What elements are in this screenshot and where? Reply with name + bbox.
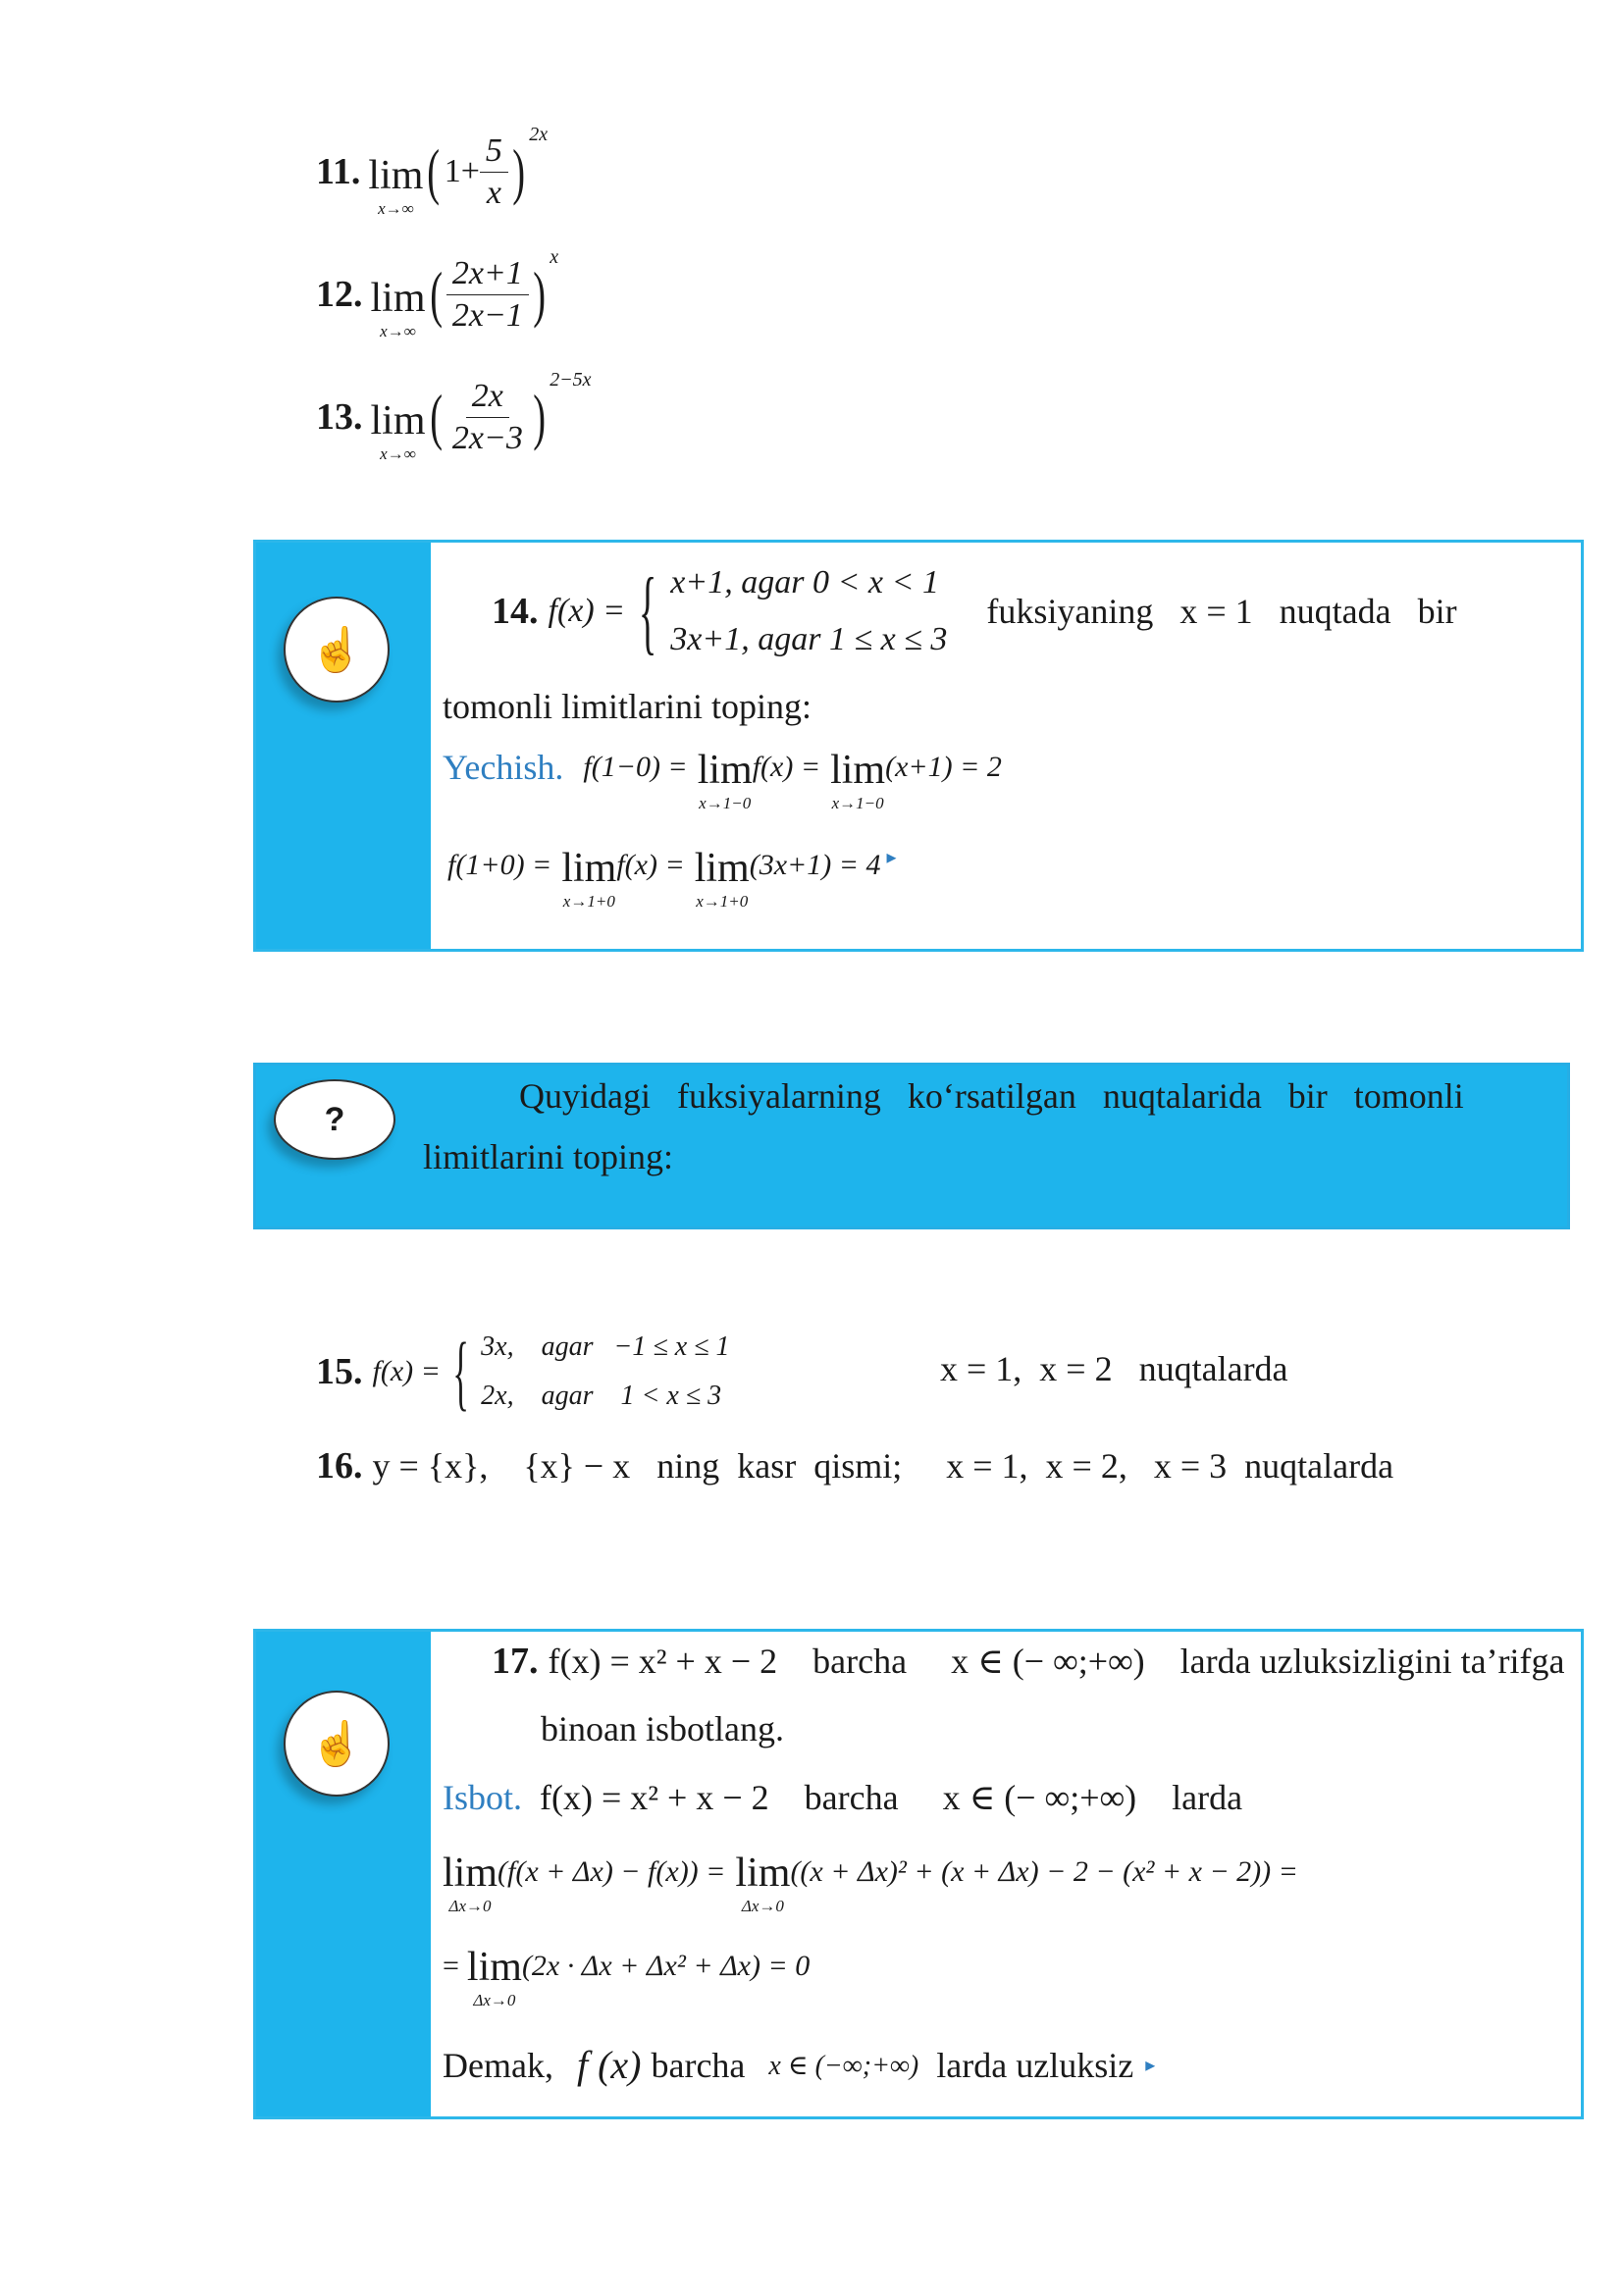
problem-number: 16. [316,1445,363,1487]
problem-number: 13. [316,396,363,438]
end-marker-icon: ▸ [886,847,897,868]
problem-17-line-2: binoan isbotlang. [541,1709,784,1748]
solution-line-2: f(1+0) = lim x→1+0 f(x) = lim x→1+0 (3x+1) = 4 ▸ [447,846,897,911]
proof-conclusion: Demak, f (x) barcha x ∈ (−∞;+∞) larda uzluksiz ▸ [443,2043,1156,2087]
proof-line-2: lim Δx→0 (f(x + Δx) − f(x)) = lim Δx→0 ((x + Δx)² + (x + Δx) − 2 − (x² + x − 2)) = [443,1851,1298,1915]
exponent: 2x [529,124,549,145]
line-2: tomonli limitlarini toping: [443,687,812,726]
problem-number: 14. [492,591,539,632]
example-box-17 [253,1629,1584,2119]
problem-17-line-1: 17. f(x) = x² + x − 2 barcha x ∈ (− ∞;+∞) larda uzluksizligini ta’rifga [492,1641,1565,1682]
question-line-2: limitlarini toping: [423,1137,673,1176]
exponent: x [550,246,559,268]
problem-12: 12. lim x→∞ ( $\frac{2x+1}{2x-1}$ ) x [316,246,559,340]
proof-label: Isbot. [443,1778,522,1817]
piecewise-cases: x+1, agar 0 < x < 1 3x+1, agar 1 ≤ x ≤ 3 [670,564,948,657]
limit-operator: lim x→∞ [370,276,426,340]
proof-line-1: Isbot. f(x) = x² + x − 2 barcha x ∈ (− ∞;+∞) larda [443,1778,1243,1817]
piecewise-cases: 3x, agar −1 ≤ x ≤ 1 2x, agar 1 < x ≤ 3 [481,1331,730,1411]
question-line-1: Quyidagi fuksiyalarning ko‘rsatilgan nuqtalarida bir tomonli [519,1076,1464,1116]
proof-line-3: = lim Δx→0 (2x · Δx + Δx² + Δx) = 0 [443,1945,811,2009]
pointing-hand-icon: ☝ [284,1691,390,1797]
end-marker-icon: ▸ [1145,2055,1156,2076]
problem-number: 15. [316,1351,363,1392]
expression: 1+ [444,153,480,189]
limit-operator: lim x→∞ [370,398,426,463]
problem-15: 15. f(x) = { 3x, agar −1 ≤ x ≤ 1 2x, agar 1 < x ≤ 3 [316,1325,730,1419]
problem-16: 16. y = {x}, {x} − x ning kasr qismi; x = 1, x = 2, x = 3 nuqtalarda [316,1445,1394,1487]
limit-operator: lim x→∞ [368,153,424,218]
fraction: $\frac{2x}{2x-3}$ [451,377,523,456]
problem-11: 11. lim x→∞ ( 1+ $\frac{5}{x}$ ) 2x [316,124,549,218]
problem-15-points: x = 1, x = 2 nuqtalarda [940,1349,1288,1388]
function-label: f(x) = [372,1355,441,1387]
fraction: $\frac{5}{x}$ [480,132,508,212]
problem-number: 11. [316,151,361,192]
exponent: 2−5x [550,369,592,391]
solution-label: Yechish. [443,748,564,787]
question-mark-icon: ? [274,1079,395,1160]
question-box [253,1063,1570,1229]
problem-number: 12. [316,274,363,315]
function-label: f(x) = [548,593,626,629]
problem-13: 13. lim x→∞ ( $\frac{2x}{2x-3}$ ) 2−5x [316,369,592,463]
problem-14-line: 14. f(x) = { x+1, agar 0 < x < 1 3x+1, agar 1 ≤ x ≤ 3 fuksiyaning x = 1 nuqtada bir [492,554,1571,668]
pointing-hand-icon: ☝ [284,597,390,703]
example-box-14 [253,540,1584,952]
fraction: $\frac{2x+1}{2x-1}$ [446,255,529,335]
solution-line-1: Yechish. f(1−0) = lim x→1−0 f(x) = lim x→1−0 (x+1) = 2 [443,748,1002,812]
problem-number: 17. [492,1641,539,1682]
